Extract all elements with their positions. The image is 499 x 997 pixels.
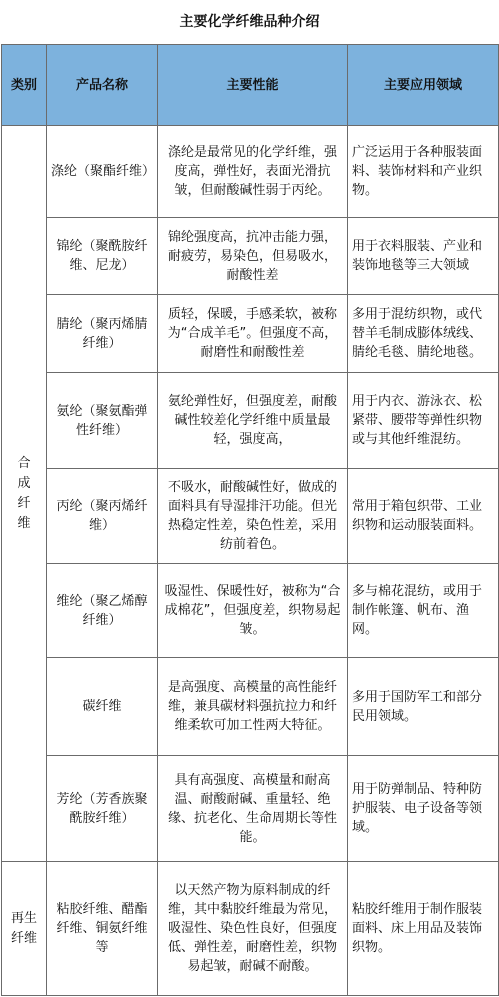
- product-name-cell: 芳纶（芳香族聚酰胺纤维）: [47, 756, 158, 862]
- product-name-cell: 氨纶（聚氨酯弹性纤维）: [47, 373, 158, 469]
- table-row: [2, 469, 499, 564]
- product-name-cell: 锦纶（聚酰胺纤维、尼龙）: [47, 218, 158, 295]
- product-name-cell: 维纶（聚乙烯醇纤维）: [47, 564, 158, 658]
- table-row: [2, 658, 499, 756]
- application-cell: 多用于混纺织物，或代替羊毛制成膨体绒线、腈纶毛毯、腈纶地毯。: [348, 295, 499, 373]
- category-label: 合成纤维: [17, 455, 31, 531]
- table-row: [2, 126, 499, 218]
- application-cell: 粘胶纤维用于制作服装面料、床上用品及装饰织物。: [348, 862, 499, 996]
- table-row: [2, 218, 499, 295]
- performance-cell: 吸湿性、保暖性好，被称为“合成棉花”，但强度差，织物易起皱。: [158, 564, 348, 658]
- performance-cell: 氨纶弹性好，但强度差，耐酸碱性较差化学纤维中质量最轻，强度高，: [158, 373, 348, 469]
- header-product-name: 产品名称: [47, 45, 158, 126]
- application-cell: 用于衣料服装、产业和装饰地毯等三大领域: [348, 218, 499, 295]
- application-cell: 常用于箱包织带、工业织物和运动服装面料。: [348, 469, 499, 564]
- performance-cell: 以天然产物为原料制成的纤维，其中黏胶纤维最为常见，吸湿性、染色性良好，但强度低、弹性差，耐磨性差，织物易起皱，耐碱不耐酸。: [158, 862, 348, 996]
- product-name-cell: 碳纤维: [47, 658, 158, 756]
- header-application: 主要应用领域: [348, 45, 499, 126]
- application-cell: 广泛运用于各种服装面料、装饰材料和产业织物。: [348, 126, 499, 218]
- application-cell: 用于防弹制品、特种防护服装、电子设备等领域。: [348, 756, 499, 862]
- table-row: [2, 373, 499, 469]
- fiber-table: [1, 44, 499, 996]
- category-label: 再生纤维: [10, 910, 37, 946]
- table-row: [2, 862, 499, 996]
- table-row: [2, 564, 499, 658]
- header-category: 类别: [2, 45, 47, 126]
- category-cell: [2, 862, 47, 996]
- header-row: [2, 45, 499, 126]
- product-name-cell: 涤纶（聚酯纤维）: [47, 126, 158, 218]
- performance-cell: 涤纶是最常见的化学纤维，强度高，弹性好，表面光滑抗皱，但耐酸碱性弱于丙纶。: [158, 126, 348, 218]
- application-cell: 多与棉花混纺，或用于制作帐篷、帆布、渔网。: [348, 564, 499, 658]
- header-performance: 主要性能: [158, 45, 348, 126]
- performance-cell: 质轻，保暖，手感柔软，被称为“合成羊毛”。但强度不高，耐磨性和耐酸性差: [158, 295, 348, 373]
- category-cell: [2, 126, 47, 862]
- performance-cell: 不吸水，耐酸碱性好，做成的面料具有导湿排汗功能。但光热稳定性差，染色性差，采用纺前着色。: [158, 469, 348, 564]
- performance-cell: 锦纶强度高，抗冲击能力强，耐疲劳，易染色，但易吸水，耐酸性差: [158, 218, 348, 295]
- application-cell: 多用于国防军工和部分民用领域。: [348, 658, 499, 756]
- table-row: [2, 295, 499, 373]
- product-name-cell: 粘胶纤维、醋酯纤维、铜氨纤维等: [47, 862, 158, 996]
- performance-cell: 是高强度、高模量的高性能纤维，兼具碳材料强抗拉力和纤维柔软可加工性两大特征。: [158, 658, 348, 756]
- table-title: 主要化学纤维品种介绍: [179, 14, 320, 30]
- table-row: [2, 756, 499, 862]
- product-name-cell: 丙纶（聚丙烯纤维）: [47, 469, 158, 564]
- performance-cell: 具有高强度、高模量和耐高温、耐酸耐碱、重量轻、绝缘、抗老化、生命周期长等性能。: [158, 756, 348, 862]
- product-name-cell: 腈纶（聚丙烯腈纤维）: [47, 295, 158, 373]
- application-cell: 用于内衣、游泳衣、松紧带、腰带等弹性织物或与其他纤维混纺。: [348, 373, 499, 469]
